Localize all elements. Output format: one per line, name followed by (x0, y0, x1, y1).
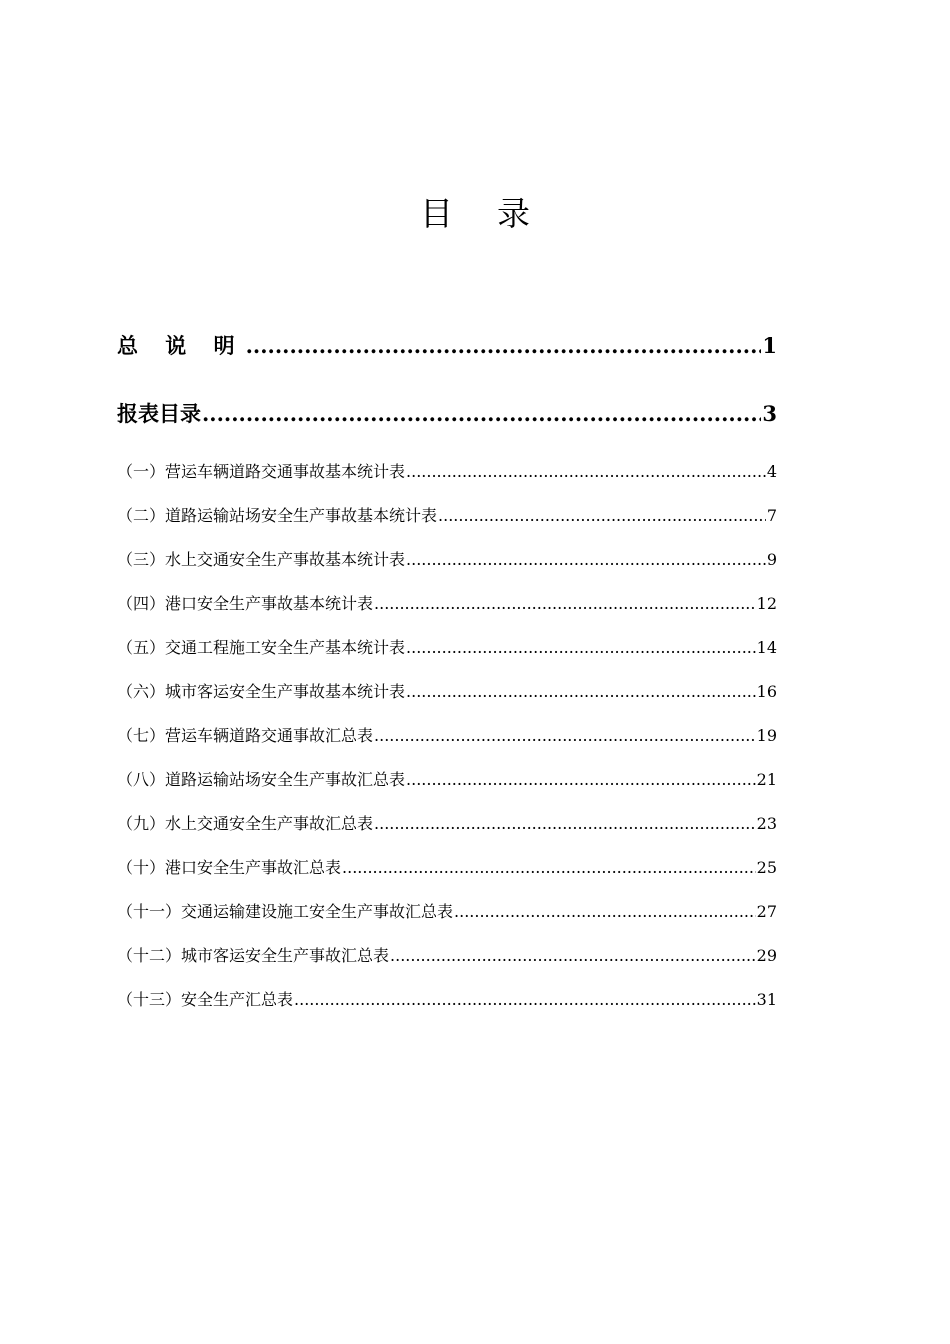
toc-entry-page: 23 (756, 814, 777, 833)
toc-entry-page: 19 (756, 726, 777, 745)
toc-entry-label: （一）营运车辆道路交通事故基本统计表 (117, 462, 406, 481)
toc-entry-11[interactable] (117, 900, 777, 924)
toc-entry-label: （六）城市客运安全生产事故基本统计表 (117, 682, 406, 701)
toc-entry-label: （三）水上交通安全生产事故基本统计表 (117, 550, 406, 569)
toc-entry-page: 29 (756, 946, 777, 965)
toc-entry-page: 9 (766, 550, 777, 569)
title-char-2: 录 (497, 194, 530, 233)
toc-entry-label: （五）交通工程施工安全生产基本统计表 (117, 638, 406, 657)
toc-entry-page: 31 (756, 990, 777, 1009)
toc-entry-4[interactable] (117, 592, 777, 616)
toc-entry-label: （十一）交通运输建设施工安全生产事故汇总表 (117, 902, 454, 921)
toc-entry-page: 7 (766, 506, 777, 525)
toc-entry-general-notes[interactable] (117, 331, 777, 361)
toc-entry-label: （九）水上交通安全生产事故汇总表 (117, 814, 374, 833)
toc-entry-label: （二）道路运输站场安全生产事故基本统计表 (117, 506, 438, 525)
toc-leader-dots (406, 460, 766, 484)
toc-entry-label: （四）港口安全生产事故基本统计表 (117, 594, 374, 613)
toc-leader-dots (374, 592, 756, 616)
toc-entry-label: （十）港口安全生产事故汇总表 (117, 858, 342, 877)
toc-leader-dots (374, 724, 756, 748)
toc-entry-13[interactable] (117, 988, 777, 1012)
toc-entry-label: 报表目录 (117, 401, 201, 426)
toc-entry-page: 16 (756, 682, 777, 701)
toc-leader-dots (202, 399, 761, 429)
toc-entry-page: 3 (762, 401, 777, 426)
toc-leader-dots (390, 944, 756, 968)
toc-entry-page: 27 (756, 902, 777, 921)
toc-entry-page: 21 (756, 770, 777, 789)
toc-entry-label: （七）营运车辆道路交通事故汇总表 (117, 726, 374, 745)
toc-entry-label: （十三）安全生产汇总表 (117, 990, 294, 1009)
toc-entry-page: 4 (766, 462, 777, 481)
toc-leader-dots (406, 548, 766, 572)
toc-entry-label: （十二）城市客运安全生产事故汇总表 (117, 946, 390, 965)
toc-leader-dots (438, 504, 766, 528)
toc-leader-dots (374, 812, 756, 836)
toc-leader-dots (294, 988, 756, 1012)
toc-entry-page: 14 (756, 638, 777, 657)
toc-entry-12[interactable] (117, 944, 777, 968)
toc-entry-5[interactable] (117, 636, 777, 660)
toc-entry-8[interactable] (117, 768, 777, 792)
toc-leader-dots (454, 900, 756, 924)
toc-entry-6[interactable] (117, 680, 777, 704)
toc-entry-page: 25 (756, 858, 777, 877)
page-title (0, 192, 950, 236)
toc-leader-dots (342, 856, 756, 880)
toc-leader-dots (406, 680, 756, 704)
toc-entry-1[interactable] (117, 460, 777, 484)
toc-entry-label: 总 说 明 (117, 333, 245, 358)
toc-leader-dots (406, 768, 756, 792)
toc-entry-3[interactable] (117, 548, 777, 572)
toc-entry-2[interactable] (117, 504, 777, 528)
toc-leader-dots (406, 636, 756, 660)
toc-entry-9[interactable] (117, 812, 777, 836)
toc-entry-10[interactable] (117, 856, 777, 880)
toc-entry-page: 1 (762, 333, 777, 358)
toc-entry-7[interactable] (117, 724, 777, 748)
toc-entry-label: （八）道路运输站场安全生产事故汇总表 (117, 770, 406, 789)
toc-entry-report-catalog[interactable] (117, 399, 777, 429)
title-char-1: 目 (420, 194, 453, 233)
toc-leader-dots (246, 331, 762, 361)
toc-entry-page: 12 (756, 594, 777, 613)
